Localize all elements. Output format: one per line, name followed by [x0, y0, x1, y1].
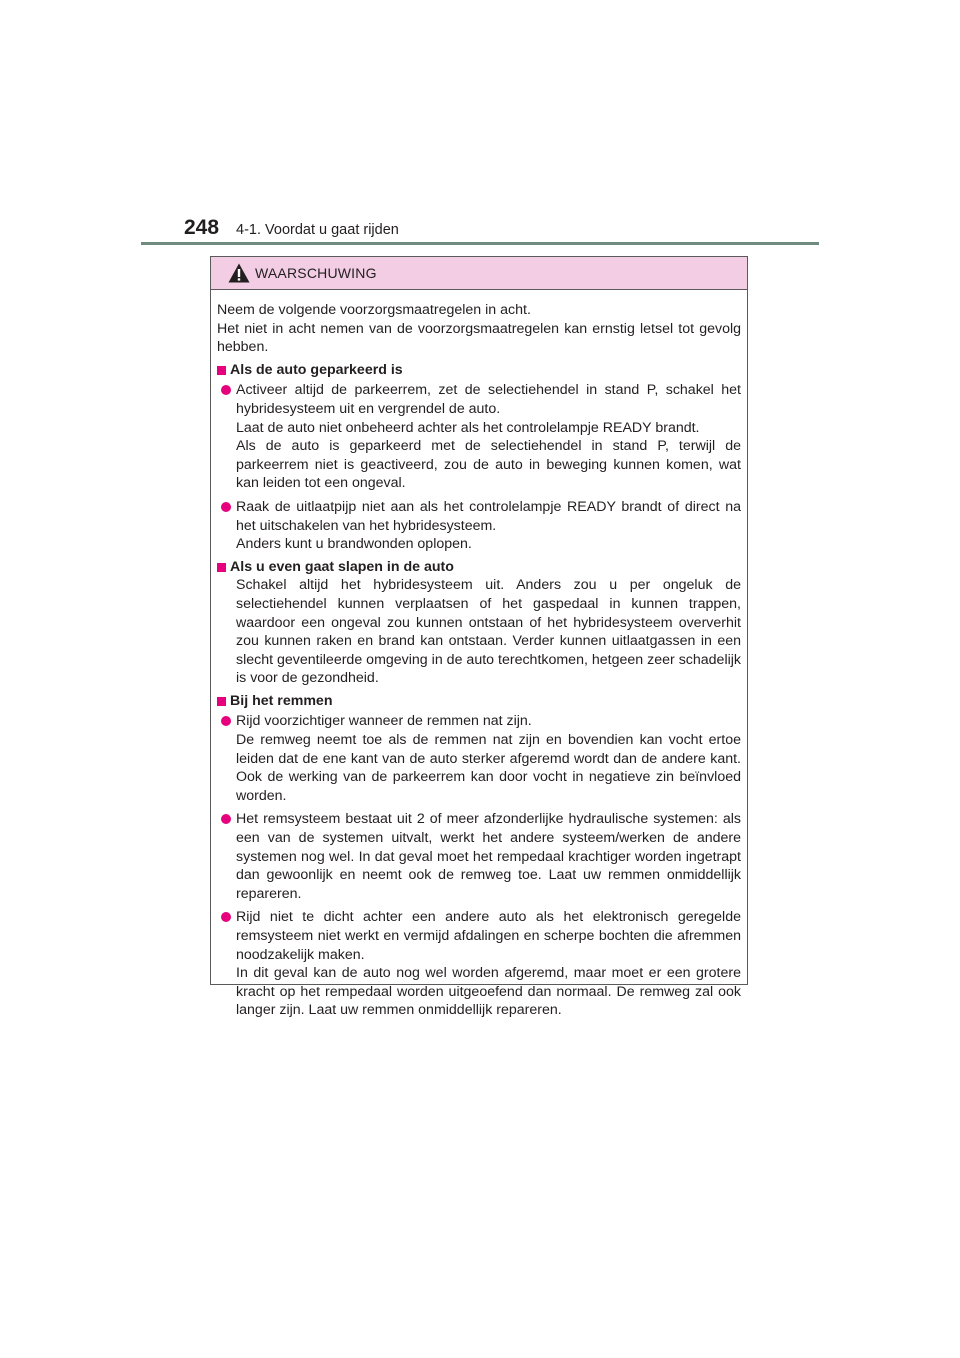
section-heading: Bij het remmen [217, 692, 741, 711]
round-bullet-icon [221, 385, 231, 395]
bullet-item: Rijd voorzichtiger wanneer de remmen nat zijn. De remweg neemt toe als de remmen nat zijn en bovendien kan vocht ertoe leiden dat de ene kant van de auto sterker afgeremd wordt dan de andere kant. Ook de werking van de parkeerrem kan door vocht in negatieve zin beïnvloed worden. [217, 712, 741, 805]
round-bullet-icon [221, 716, 231, 726]
page-number: 248 [184, 216, 220, 239]
section-heading: Als u even gaat slapen in de auto [217, 558, 741, 577]
section-title: 4-1. Voordat u gaat rijden [236, 222, 399, 238]
round-bullet-icon [221, 814, 231, 824]
round-bullet-icon [221, 912, 231, 922]
section-heading: Als de auto geparkeerd is [217, 361, 741, 380]
bullet-item: Activeer altijd de parkeerrem, zet de selectiehendel in stand P, schakel het hybridesysteem uit en vergrendel de auto. Laat de auto niet onbeheerd achter als het controlelampje READY brandt. Als de auto is geparkeerd met de selectiehendel in stand P, terwijl de parkeerrem niet is geactiveerd, zou de auto in beweging kunnen komen, wat kan leiden tot een ongeval. [217, 381, 741, 493]
bullet-item: Het remsysteem bestaat uit 2 of meer afzonderlijke hydraulische systemen: als een van de systemen uitvalt, werkt het andere systeem/werken de andere systemen nog wel. In dat geval moet het rempedaal krachtiger worden ingetrapt dan gewoonlijk en neemt ook de remweg toe. Laat uw remmen onmiddellijk repareren. [217, 810, 741, 903]
warning-box [210, 256, 748, 1019]
warning-header [211, 257, 747, 290]
round-bullet-icon [221, 502, 231, 512]
section-parked [217, 361, 741, 554]
square-bullet-icon [217, 697, 226, 706]
header-rule [141, 242, 819, 245]
warning-triangle-icon [228, 263, 250, 283]
section-sleeping [217, 558, 741, 688]
intro-line: Neem de volgende voorzorgsmaatregelen in acht. [217, 302, 531, 318]
square-bullet-icon [217, 563, 226, 572]
bullet-item: Rijd niet te dicht achter een andere auto als het elektronisch geregelde remsysteem niet werkt en vermijd afdalingen en scherpe bochten die afremmen noodzakelijk maken. In dit geval kan de auto nog wel worden afgeremd, maar moet er een grotere kracht op het rempedaal worden uitgeoefend dan normaal. De remweg zal ook langer zijn. Laat uw remmen onmiddellijk repareren. [217, 908, 741, 1020]
warning-label: WAARSCHUWING [255, 265, 377, 281]
square-bullet-icon [217, 366, 226, 375]
intro-line: Het niet in acht nemen van de voorzorgsmaatregelen kan ernstig letsel tot gevolg hebben. [217, 320, 741, 356]
section-braking [217, 692, 741, 1020]
section-text: Schakel altijd het hybridesysteem uit. Anders zou u per ongeluk de selectiehendel kunnen verplaatsen of het gaspedaal in kunnen trappen, waardoor een ongeval zou kunnen ontstaan of het hybridesysteem oververhit zou kunnen raken en brand kan ontstaan. Verder kunnen uitlaatgassen in een slecht geventileerde omgeving in de auto terechtkomen, hetgeen zeer schadelijk is voor de gezondheid. [236, 577, 741, 687]
bullet-item: Raak de uitlaatpijp niet aan als het controlelampje READY brandt of direct na het uitschakelen van het hybridesysteem. Anders kunt u brandwonden oplopen. [217, 498, 741, 554]
warning-body [211, 290, 747, 1020]
